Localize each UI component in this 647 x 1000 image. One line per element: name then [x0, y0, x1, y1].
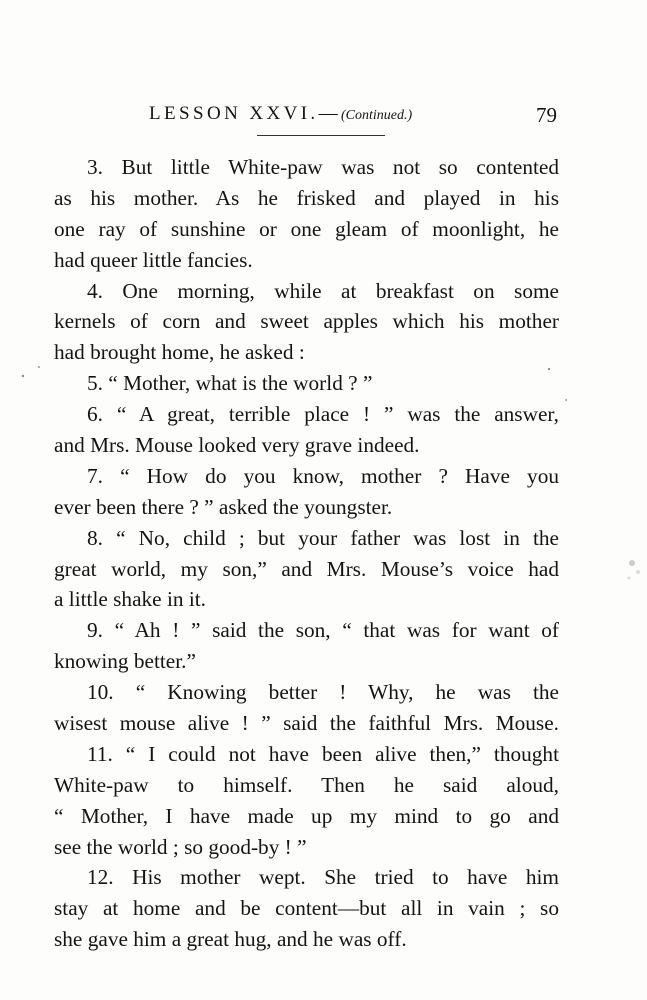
- speck: [628, 577, 631, 580]
- text-line: and Mrs. Mouse looked very grave indeed.: [54, 433, 420, 458]
- title-dash: —: [318, 103, 341, 124]
- text-line: great world, my son,” and Mrs. Mouse’s voice had: [54, 556, 559, 581]
- lesson-text: [54, 152, 559, 955]
- text-line: 5. “ Mother, what is the world ? ”: [87, 371, 373, 396]
- text-line: “ Mother, I have made up my mind to go and: [54, 803, 559, 828]
- speck: [565, 399, 567, 401]
- text-line: 10. “ Knowing better ! Why, he was the: [87, 680, 559, 705]
- text-line: as his mother. As he frisked and played in his: [54, 185, 559, 210]
- text-line: White-paw to himself. Then he said aloud,: [54, 772, 559, 797]
- text-line: one ray of sunshine or one gleam of moonlight, he: [54, 216, 559, 241]
- text-line: had brought home, he asked :: [54, 340, 305, 365]
- text-line: 8. “ No, child ; but your father was lost in the: [87, 525, 559, 550]
- text-line: stay at home and be content—but all in vain ; so: [54, 896, 559, 921]
- text-line: 9. “ Ah ! ” said the son, “ that was for want of: [87, 618, 559, 643]
- header-rule: [257, 135, 385, 136]
- text-line: a little shake in it.: [54, 587, 207, 612]
- continued-label: (Continued.): [341, 108, 413, 123]
- text-line: had queer little fancies.: [54, 247, 253, 272]
- text-line: 12. His mother wept. She tried to have him: [87, 865, 559, 890]
- lesson-title: [149, 103, 412, 125]
- text-line: see the world ; so good-by ! ”: [54, 834, 307, 859]
- text-line: 7. “ How do you know, mother ? Have you: [87, 463, 559, 488]
- text-line: 6. “ A great, terrible place ! ” was the answer,: [87, 402, 559, 427]
- speck: [636, 570, 640, 574]
- running-header: [0, 103, 647, 133]
- text-line: ever been there ? ” asked the youngster.: [54, 494, 393, 519]
- speck: [629, 560, 635, 566]
- text-line: 4. One morning, while at breakfast on some: [87, 278, 559, 303]
- page-number: 79: [536, 103, 557, 127]
- lesson-label: LESSON XXVI.: [149, 103, 319, 124]
- text-line: 11. “ I could not have been alive then,” thought: [87, 741, 559, 766]
- text-line: kernels of corn and sweet apples which his mother: [54, 309, 559, 334]
- speck: [38, 366, 40, 368]
- speck: [22, 375, 24, 377]
- text-line: 3. But little White-paw was not so contented: [87, 155, 559, 179]
- text-line: wisest mouse alive ! ” said the faithful Mrs. Mouse.: [54, 711, 559, 736]
- text-line: knowing better.”: [54, 649, 196, 674]
- text-line: she gave him a great hug, and he was off.: [54, 927, 407, 952]
